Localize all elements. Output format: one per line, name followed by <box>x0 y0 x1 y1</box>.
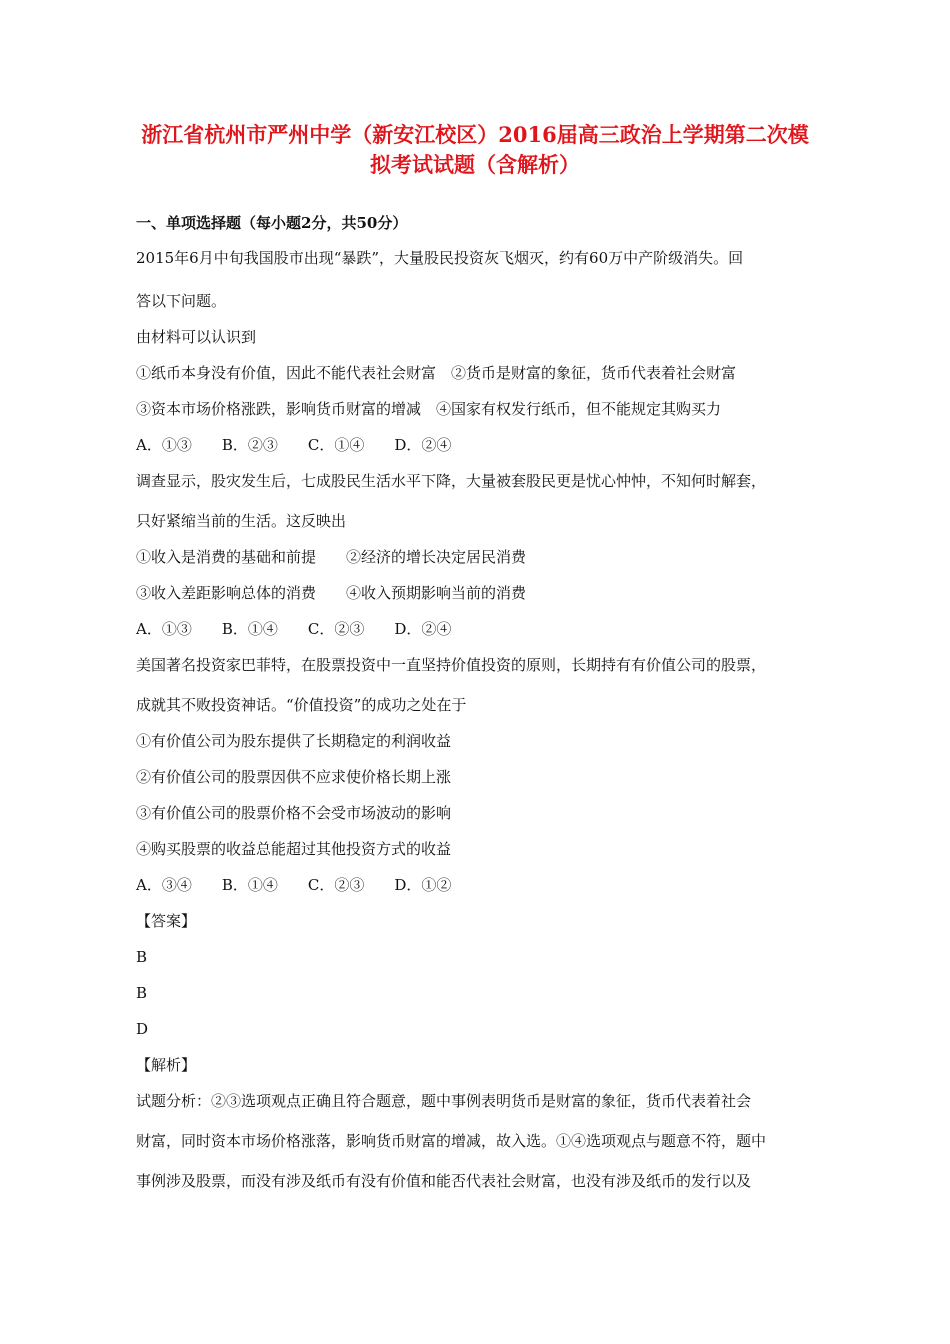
q1-statements-line2: ③资本市场价格涨跌，影响货币财富的增减 ④国家有权发行纸币，但不能规定其购买力 <box>136 400 722 418</box>
q1-options: A．①③ B．②③ C．①④ D．②④ <box>136 436 452 454</box>
answer-item: B <box>136 948 148 966</box>
answer-heading: 【答案】 <box>136 912 197 930</box>
q2-options: A．①③ B．①④ C．②③ D．②④ <box>136 620 452 638</box>
document-title-line2: 拟考试试题（含解析） <box>370 152 580 177</box>
q2-stem-line2: 只好紧缩当前的生活。这反映出 <box>136 512 347 530</box>
analysis-line2: 财富，同时资本市场价格涨落，影响货币财富的增减，故入选。①④选项观点与题意不符，题中 <box>136 1132 767 1150</box>
answer-item: D <box>136 1020 149 1038</box>
analysis-heading: 【解析】 <box>136 1056 197 1074</box>
section-heading: 一、单项选择题（每小题2分，共50分） <box>136 214 408 232</box>
q3-statement2: ②有价值公司的股票因供不应求使价格长期上涨 <box>136 768 452 786</box>
q1-stem-line1: 2015年6月中旬我国股市出现“暴跌”，大量股民投资灰飞烟灭，约有60万中产阶级消失。回 <box>136 249 744 267</box>
document-title-line1: 浙江省杭州市严州中学（新安江校区）2016届高三政治上学期第二次模 <box>141 122 809 147</box>
q3-stem-line1: 美国著名投资家巴菲特，在股票投资中一直坚持价值投资的原则，长期持有有价值公司的股票， <box>136 656 767 674</box>
q3-statement3: ③有价值公司的股票价格不会受市场波动的影响 <box>136 804 452 822</box>
q3-stem-line2: 成就其不败投资神话。“价值投资”的成功之处在于 <box>136 696 467 714</box>
q1-stem-line2: 答以下问题。 <box>136 292 227 310</box>
q2-statements-line1: ①收入是消费的基础和前提 ②经济的增长决定居民消费 <box>136 548 527 566</box>
q2-stem-line1: 调查显示，股灾发生后，七成股民生活水平下降，大量被套股民更是忧心忡忡，不知何时解套， <box>136 472 767 490</box>
q3-statement1: ①有价值公司为股东提供了长期稳定的利润收益 <box>136 732 452 750</box>
answer-item: B <box>136 984 148 1002</box>
analysis-line1: 试题分析：②③选项观点正确且符合题意，题中事例表明货币是财富的象征，货币代表着社会 <box>136 1092 752 1110</box>
q1-sub-prompt: 由材料可以认识到 <box>136 328 257 346</box>
q3-statement4: ④购买股票的收益总能超过其他投资方式的收益 <box>136 840 452 858</box>
q1-statements-line1: ①纸币本身没有价值，因此不能代表社会财富 ②货币是财富的象征，货币代表着社会财富 <box>136 364 737 382</box>
q2-statements-line2: ③收入差距影响总体的消费 ④收入预期影响当前的消费 <box>136 584 527 602</box>
analysis-line3: 事例涉及股票，而没有涉及纸币有没有价值和能否代表社会财富，也没有涉及纸币的发行以及 <box>136 1172 752 1190</box>
q3-options: A．③④ B．①④ C．②③ D．①② <box>136 876 452 894</box>
